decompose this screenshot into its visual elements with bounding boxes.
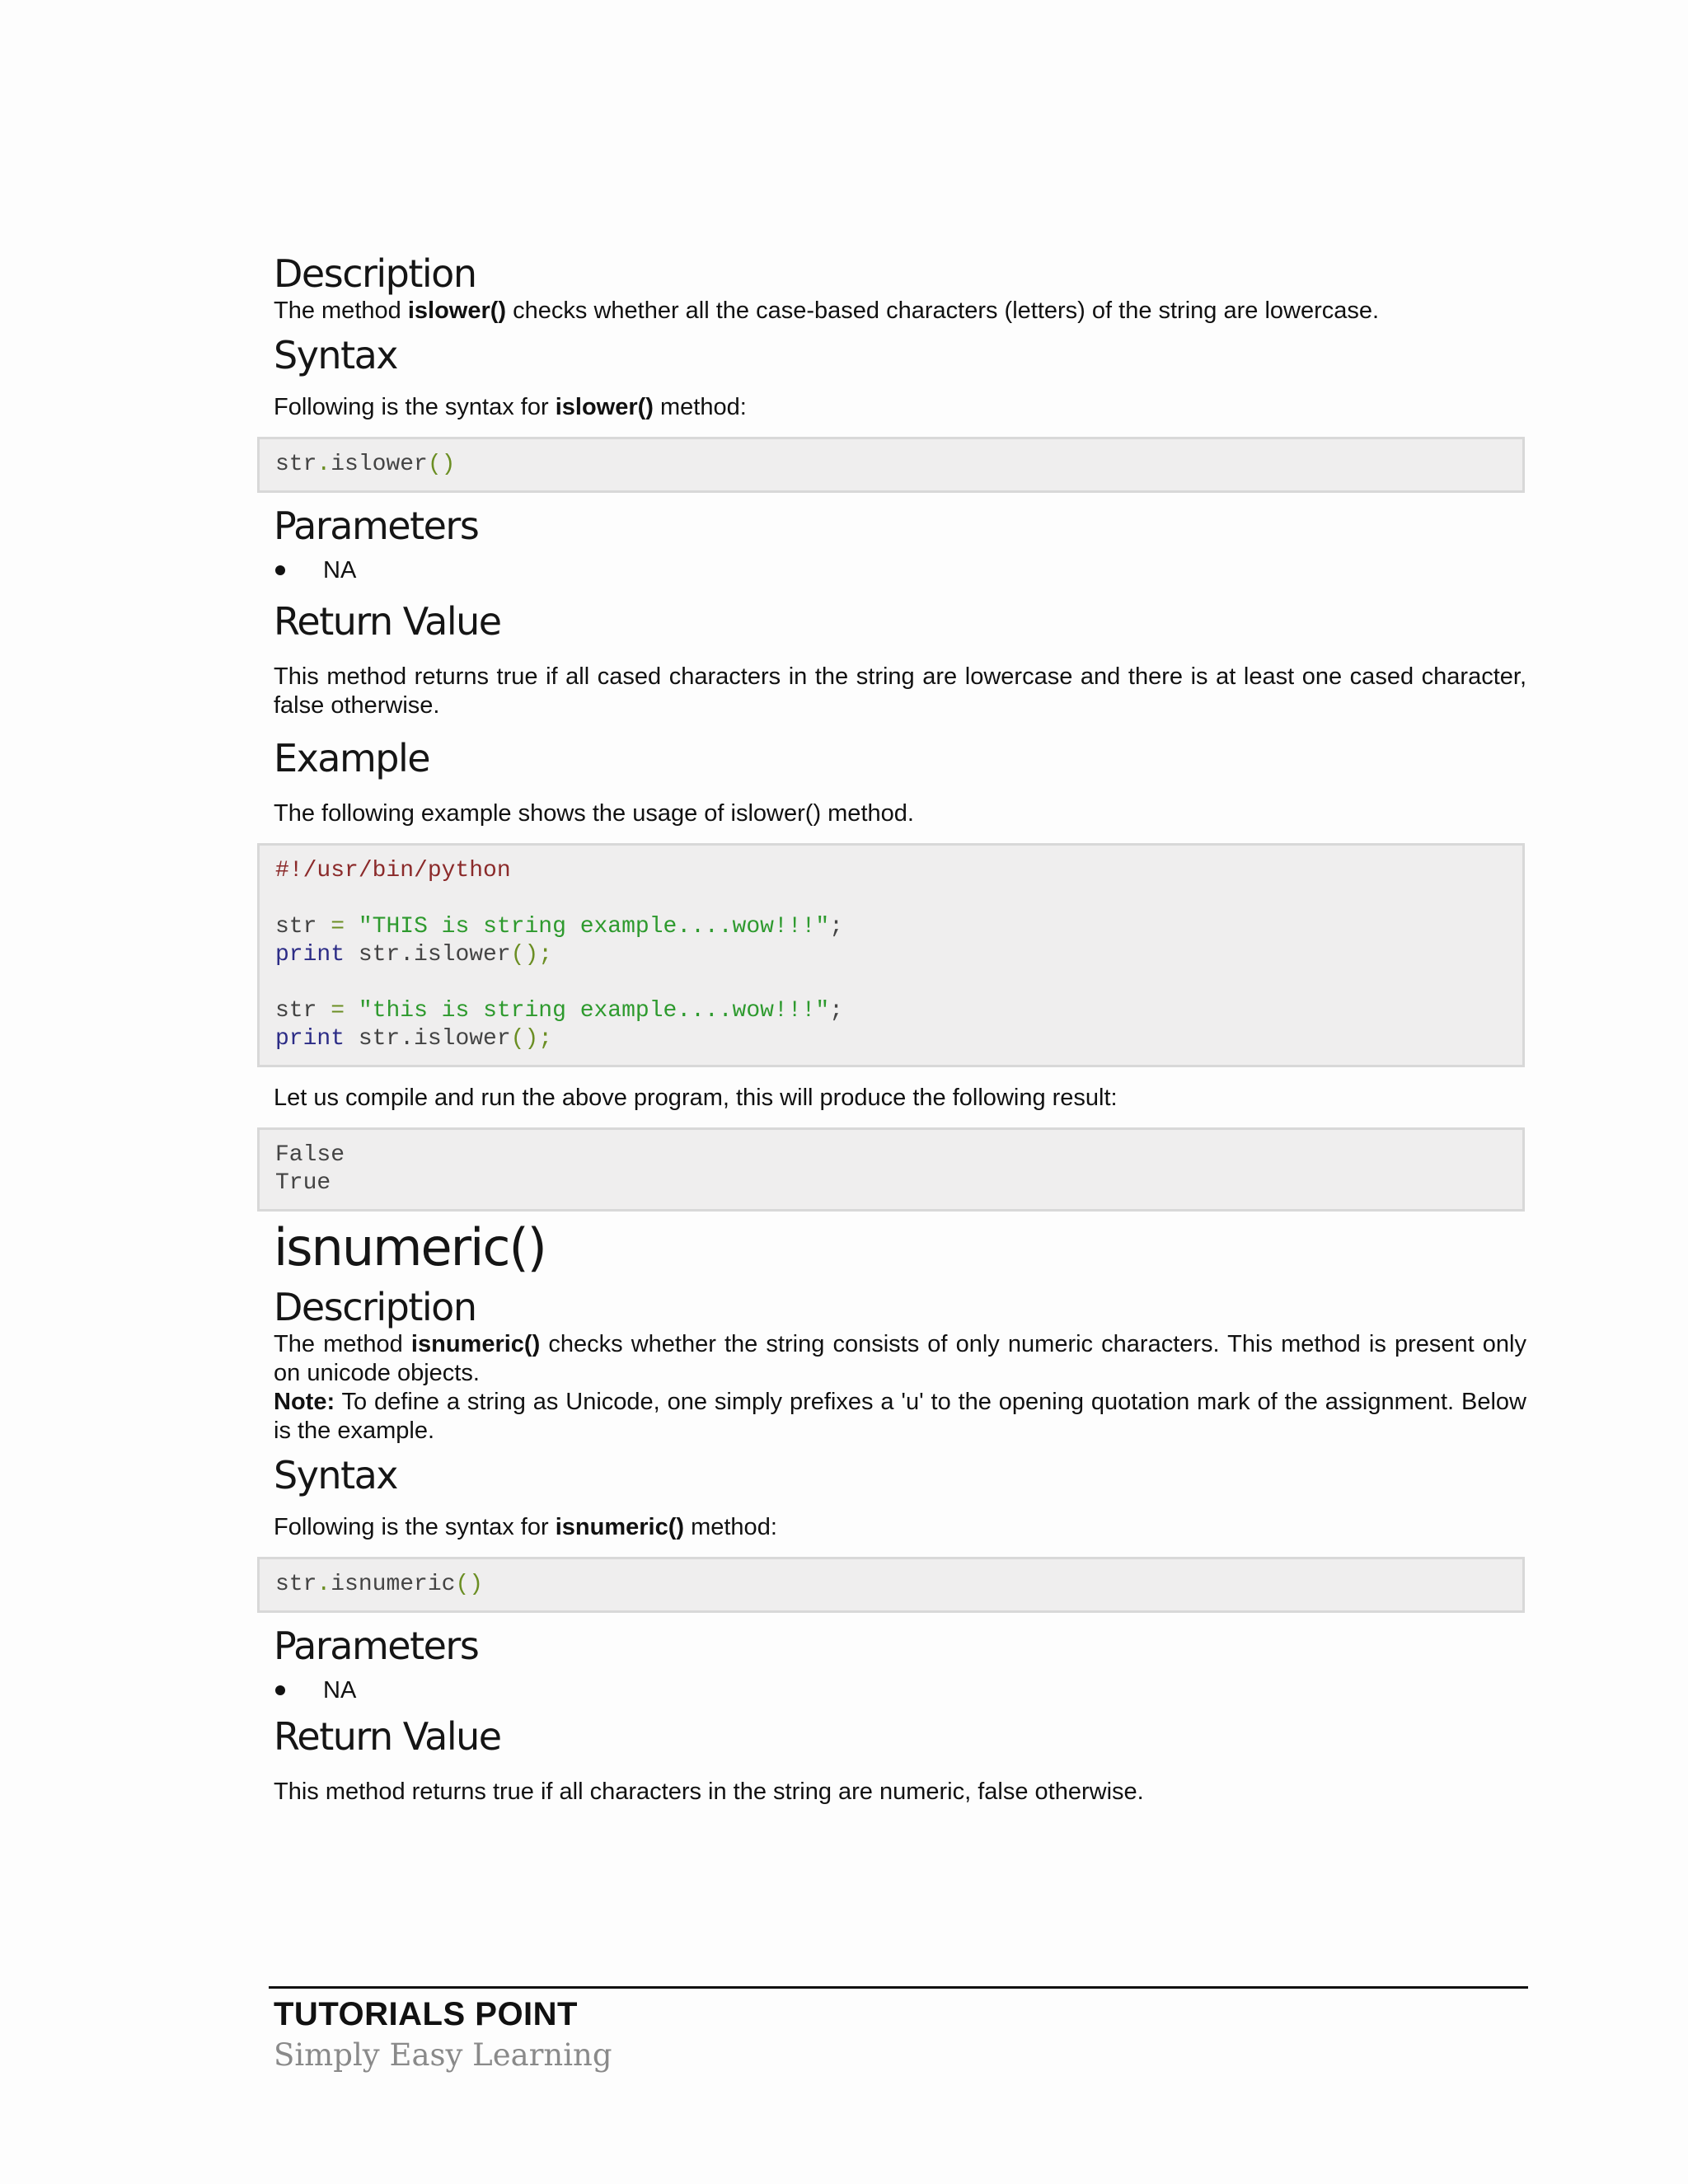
syntax-text: Following is the syntax for isnumeric() method: [274, 1514, 777, 1540]
description-heading: Description [274, 251, 476, 296]
syntax-code-block: str.islower() [257, 437, 1525, 493]
example-code-block: #!/usr/bin/python str = "THIS is string example....wow!!!"; print str.islower(); str = "this is string example....wow!!!"; print str.islower(); [257, 843, 1525, 1067]
return-value-heading: Return Value [274, 1714, 501, 1759]
result-code-block: False True [257, 1127, 1525, 1212]
page-content [274, 247, 1526, 1807]
parameter-list-item: NA [274, 554, 1526, 587]
syntax-code-block: str.isnumeric() [257, 1557, 1525, 1613]
result-intro-text: Let us compile and run the above program, this will produce the following result: [274, 1085, 1118, 1111]
footer-brand: TUTORIALS POINT [274, 1996, 578, 2032]
syntax-heading: Syntax [274, 333, 398, 377]
note-text: Note: To define a string as Unicode, one simply prefixes a 'u' to the opening quotation mark of the assignment. Below is the example. [274, 1389, 1526, 1444]
note-label: Note: [274, 1389, 335, 1415]
bullet-icon [275, 565, 285, 575]
bullet-icon [275, 1685, 285, 1695]
method-title: isnumeric() [274, 1217, 546, 1277]
parameters-heading: Parameters [274, 504, 479, 548]
description-text: The method islower() checks whether all the case-based characters (letters) of the string are lowercase. [274, 298, 1380, 324]
syntax-heading: Syntax [274, 1453, 398, 1497]
footer-tagline: Simply Easy Learning [274, 2037, 612, 2073]
description-heading: Description [274, 1285, 476, 1329]
return-value-text: This method returns true if all cased characters in the string are lowercase and there is at least one cased character, false otherwise. [274, 663, 1526, 719]
method-name: islower() [407, 298, 507, 324]
return-value-text: This method returns true if all characters in the string are numeric, false otherwise. [274, 1779, 1144, 1805]
example-text: The following example shows the usage of islower() method. [274, 800, 914, 827]
parameters-heading: Parameters [274, 1624, 479, 1668]
syntax-text: Following is the syntax for islower() method: [274, 394, 747, 420]
parameter-list-item: NA [274, 1674, 1526, 1707]
description-text: The method isnumeric() checks whether the string consists of only numeric characters. This method is present only on unicode objects. [274, 1331, 1526, 1386]
return-value-heading: Return Value [274, 599, 501, 644]
footer-divider [269, 1986, 1528, 1989]
example-heading: Example [274, 736, 430, 780]
